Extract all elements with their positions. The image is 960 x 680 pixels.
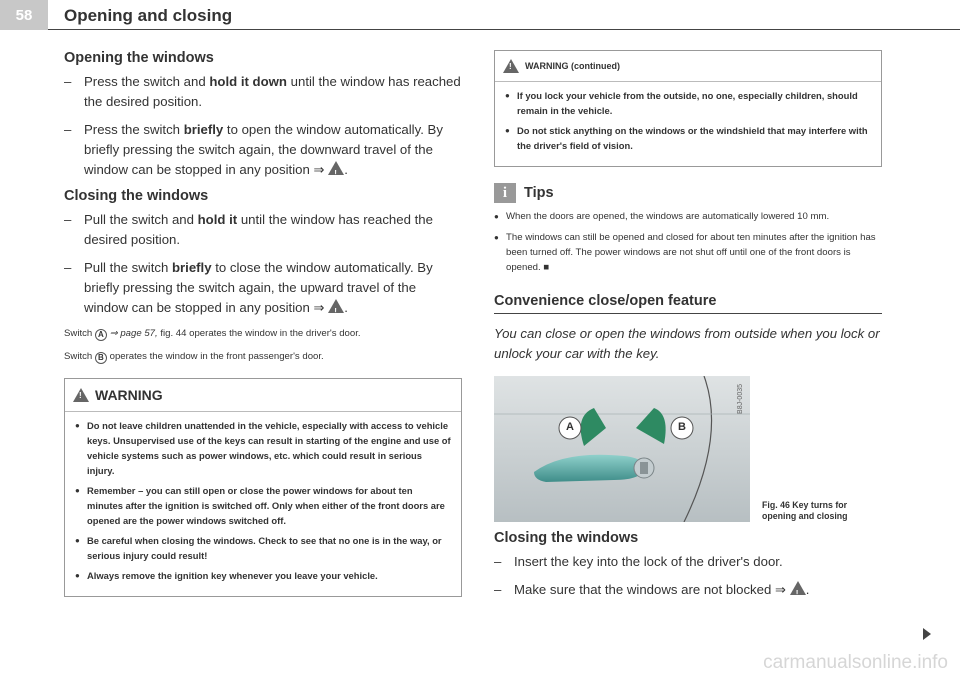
- figure-46: [494, 376, 882, 522]
- continue-arrow-icon[interactable]: [923, 628, 931, 640]
- warning-triangle-icon[interactable]: [328, 299, 344, 313]
- switch-b-label: B: [95, 352, 107, 364]
- warning-title: WARNING: [95, 387, 163, 403]
- convenience-intro: You can close or open the windows from outside when you lock or unlock your car with the key.: [494, 326, 880, 361]
- warning-item: ● Always remove the ignition key whenever you leave your vehicle.: [75, 568, 451, 583]
- warning-item: ● Remember – you can still open or close the power windows for about ten minutes after the ignition is switched off. Only when either of the front doors are opened are the power windows switched off.: [75, 483, 451, 528]
- convenience-feature-heading: Convenience close/open feature: [494, 293, 882, 314]
- tips-title: Tips: [524, 185, 554, 201]
- page-header-title: Opening and closing: [64, 6, 233, 25]
- tips-header: [494, 183, 882, 203]
- key-turn-illustration: [494, 376, 750, 522]
- warning-header: [65, 379, 461, 412]
- closing-windows-heading: Closing the windows: [64, 188, 209, 204]
- warning-item: ● Be careful when closing the windows. Check to see that no one is in the way, or serious injury could result!: [75, 533, 451, 563]
- warning-continued-title: WARNING (continued): [525, 61, 620, 71]
- convenience-step-2: – Make sure that the windows are not blocked ⇒ ! .: [494, 580, 882, 600]
- figure-caption: Fig. 46 Key turns for opening and closing: [762, 500, 848, 521]
- tips-item: ● When the doors are opened, the windows are automatically lowered 10 mm.: [494, 209, 882, 224]
- warning-body: [65, 412, 461, 596]
- warning-item: ● Do not stick anything on the windows or the windshield that may interfere with the driver's field of vision.: [505, 123, 871, 153]
- door-handle-image: [494, 376, 750, 522]
- warning-triangle-icon[interactable]: [328, 161, 344, 175]
- page-number: 58: [0, 0, 48, 30]
- tips-item: ● The windows can still be opened and closed for about ten minutes after the ignition has been turned off. The power windows are not shut off until one of the front doors is opened. ■: [494, 230, 882, 275]
- warning-item: ● If you lock your vehicle from the outside, no one, especially children, should remain in the vehicle.: [505, 88, 871, 118]
- warning-item: ● Do not leave children unattended in the vehicle, especially with access to vehicle keys. Unsupervised use of the keys can result in starting of the engine and use of vehicle systems such as power windows, etc. which could result in serious injury.: [75, 418, 451, 478]
- figure-code: B8J-0035: [737, 384, 744, 414]
- figure-label-a: A: [566, 421, 574, 433]
- opening-step-2: – Press the switch briefly to open the window automatically. By briefly pressing the switch again, the downward travel of the window can be stopped in any position ⇒ ! .: [64, 120, 462, 180]
- right-column: [494, 50, 882, 608]
- closing-step-2: – Pull the switch briefly to close the window automatically. By briefly pressing the switch again, the upward travel of the window can be stopped in any position ⇒ ! .: [64, 258, 462, 318]
- switch-a-note: Switch A ⇒ page 57, fig. 44 operates the window in the driver's door.: [64, 328, 361, 339]
- warning-continued-header: [495, 51, 881, 82]
- info-icon: i: [494, 183, 516, 203]
- closing-step-1: – Pull the switch and hold it until the window has reached the desired position.: [64, 210, 462, 250]
- watermark: carmanualsonline.info: [763, 652, 948, 673]
- switch-a-label: A: [95, 329, 107, 341]
- figure-label-b: B: [678, 421, 686, 433]
- warning-icon: [503, 59, 519, 73]
- warning-triangle-icon[interactable]: [790, 581, 806, 595]
- left-column: [64, 50, 462, 597]
- warning-continued-body: [495, 82, 881, 166]
- warning-box: [64, 378, 462, 597]
- convenience-step-1: – Insert the key into the lock of the driver's door.: [494, 552, 882, 572]
- switch-b-note: Switch B operates the window in the front passenger's door.: [64, 351, 324, 362]
- opening-step-1: – Press the switch and hold it down until the window has reached the desired position.: [64, 72, 462, 112]
- convenience-closing-heading: Closing the windows: [494, 530, 639, 546]
- page-57-link[interactable]: ⇒ page 57,: [109, 328, 158, 339]
- warning-icon: [73, 388, 89, 402]
- opening-windows-heading: Opening the windows: [64, 50, 214, 66]
- warning-continued-box: [494, 50, 882, 167]
- header-rule: [48, 29, 960, 30]
